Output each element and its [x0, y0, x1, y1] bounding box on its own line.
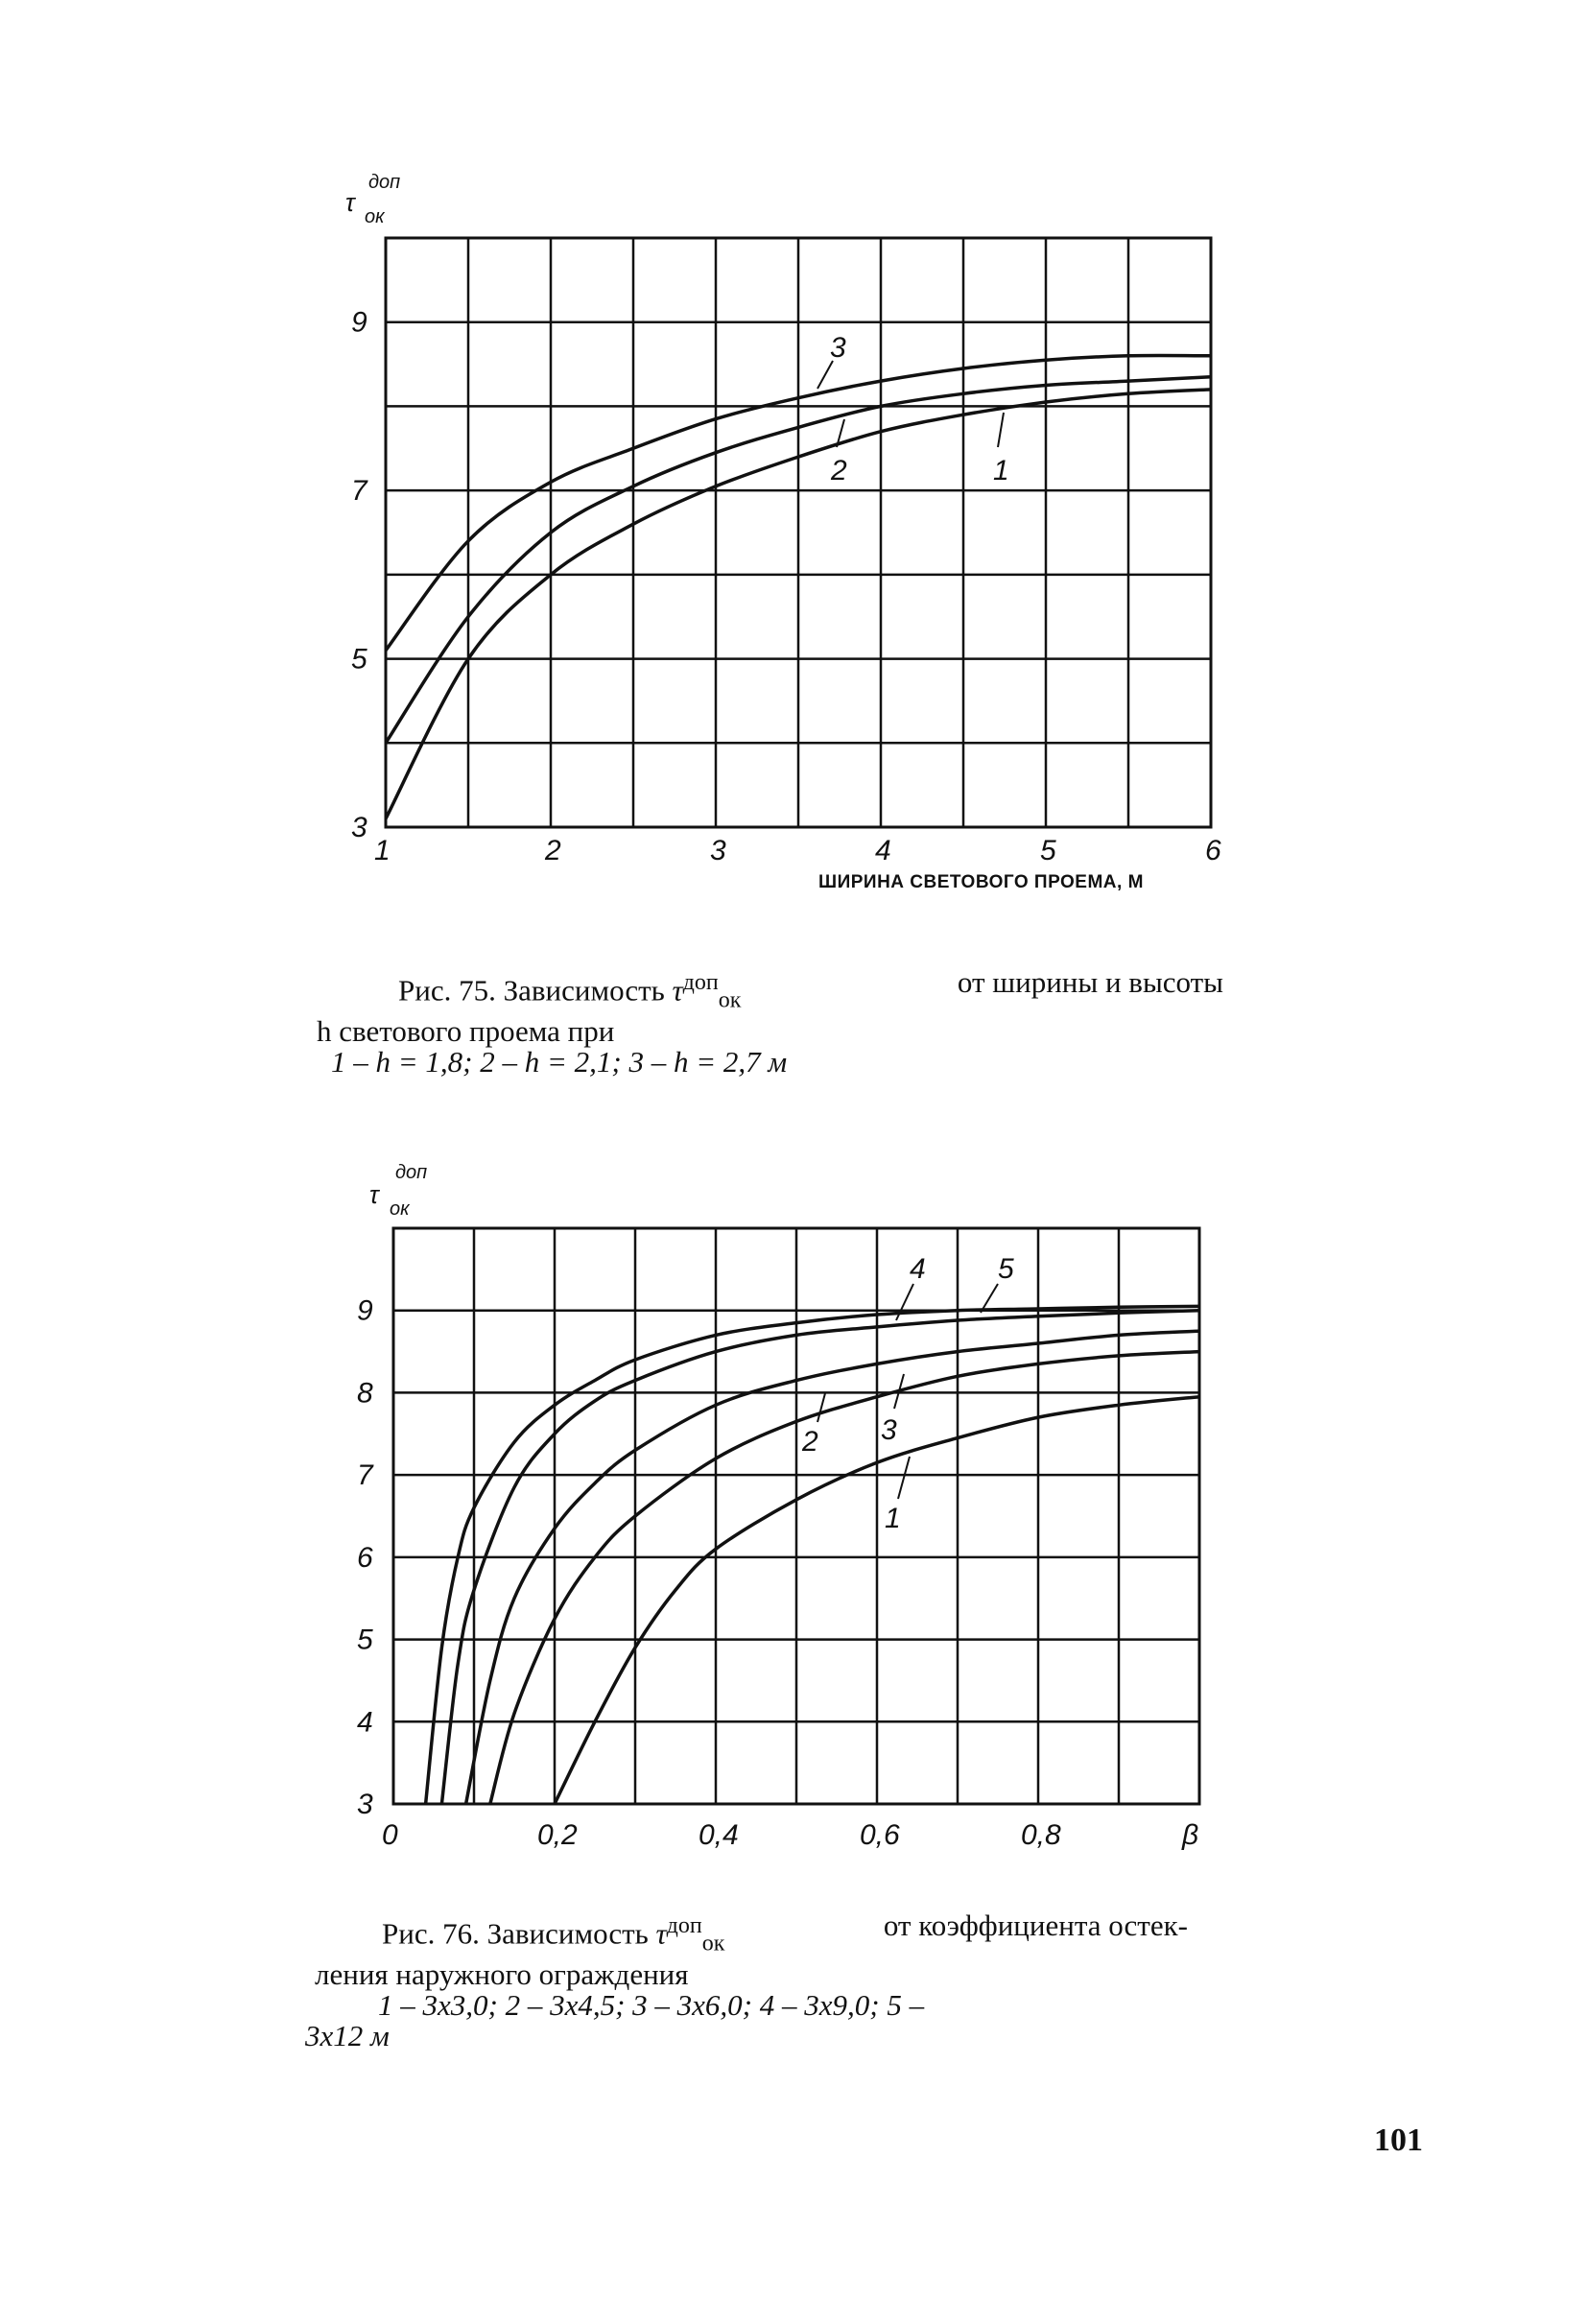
fig76-y-tick: 5 — [357, 1624, 373, 1656]
fig75-grid — [386, 238, 1211, 827]
fig76-series-5 — [426, 1306, 1199, 1804]
fig76-caption: Рис. 76. Зависимость $\tau^{доп}_{ок}$ от коэффициента остек- ления наружного ограждения 1 – 3х3,0; 2 – 3х4,5; 3 – 3х6,0; 4 – 3х9,0; 5 – 3х12 м — [305, 1909, 1188, 2052]
fig75-series-label: 1 — [993, 455, 1009, 486]
fig75-caption-line2: h светового проема при — [317, 1013, 615, 1048]
figure-76-chart — [0, 1151, 1587, 1919]
fig75-x-tick: 3 — [710, 835, 726, 866]
fig76-series-2 — [490, 1352, 1199, 1804]
fig75-y-tick: 9 — [351, 306, 367, 339]
fig75-x-tick: 6 — [1205, 835, 1221, 866]
fig76-series-label: 1 — [885, 1503, 901, 1534]
fig76-caption-line3: 1 – 3х3,0; 2 – 3х4,5; 3 – 3х6,0; 4 – 3х9,0; 5 – — [378, 1987, 925, 2022]
svg-text:ок: ок — [390, 1198, 410, 1220]
fig76-caption-prefix: Рис. 76. Зависимость — [382, 1916, 649, 1951]
fig75-y-tick: 5 — [351, 643, 367, 676]
fig75-y-tick: 3 — [351, 812, 367, 843]
fig76-x-tick: 0,4 — [699, 1819, 739, 1851]
fig75-y-tick: 7 — [351, 475, 367, 508]
fig76-y-tick: 3 — [357, 1789, 373, 1820]
fig76-x-tick: 0,6 — [860, 1819, 900, 1851]
fig75-ylabel: τ — [345, 188, 355, 217]
fig76-series-label: 3 — [881, 1414, 897, 1446]
fig76-x-tick: 0,2 — [537, 1819, 578, 1851]
fig75-y-axis-title — [345, 172, 400, 227]
fig75-xlabel: ШИРИНА СВЕТОВОГО ПРОЕМА, М — [818, 872, 1144, 892]
fig76-x-tick: 0,8 — [1021, 1819, 1061, 1851]
svg-text:доп: доп — [395, 1162, 428, 1183]
fig75-caption-line3: 1 – h = 1,8; 2 – h = 2,1; 3 – h = 2,7 м — [331, 1044, 788, 1079]
fig75-label-leader — [817, 361, 833, 389]
fig76-y-tick: 8 — [357, 1377, 373, 1410]
figure-75-chart — [0, 0, 1587, 960]
fig75-x-tick: 2 — [545, 835, 561, 866]
fig75-caption: Рис. 75. Зависимость $\tau^{доп}_{ок}$ от ширины и высоты h светового проема при 1 – h = 1,8; 2 – h = 2,1; 3 – h = 2,7 м — [317, 965, 1223, 1079]
fig76-y-tick: 7 — [357, 1459, 373, 1492]
fig76-caption-line4: 3х12 м — [305, 2018, 390, 2052]
fig75-series-label: 2 — [831, 455, 847, 486]
svg-text:доп: доп — [368, 172, 401, 193]
fig75-ticks — [351, 307, 1221, 866]
fig76-label-leader — [896, 1284, 913, 1320]
fig75-x-tick: 1 — [374, 835, 391, 866]
fig76-x-tick: β — [1182, 1819, 1199, 1851]
fig75-curve-labels — [817, 332, 1009, 486]
fig75-x-tick: 4 — [875, 835, 891, 866]
svg-text:ок: ок — [365, 206, 385, 227]
fig75-series-label: 3 — [830, 332, 846, 364]
fig76-series — [426, 1306, 1199, 1804]
fig76-series-label: 5 — [998, 1253, 1014, 1285]
page-number: 101 — [1374, 2122, 1423, 2158]
fig76-x-tick: 0 — [382, 1819, 398, 1851]
fig76-series-label: 4 — [910, 1253, 926, 1285]
fig75-caption-rest: от ширины и высоты — [957, 965, 1223, 999]
fig76-y-tick: 4 — [357, 1706, 373, 1739]
fig75-label-leader — [998, 413, 1004, 447]
fig76-ylabel: τ — [369, 1180, 379, 1209]
fig76-y-tick: 9 — [357, 1294, 373, 1327]
fig75-caption-prefix: Рис. 75. Зависимость — [398, 973, 665, 1008]
fig76-ticks — [357, 1295, 1198, 1851]
fig76-y-axis-title — [369, 1162, 427, 1220]
fig76-series-label: 2 — [802, 1426, 818, 1458]
fig75-x-tick: 5 — [1040, 835, 1056, 866]
fig76-caption-line2: ления наружного ограждения — [315, 1956, 689, 1991]
fig76-series-3 — [466, 1331, 1199, 1804]
fig76-caption-rest: от коэффициента остек- — [883, 1909, 1188, 1942]
fig76-y-tick: 6 — [357, 1541, 373, 1574]
fig76-label-leader — [898, 1457, 910, 1499]
fig76-label-leader — [817, 1393, 825, 1422]
